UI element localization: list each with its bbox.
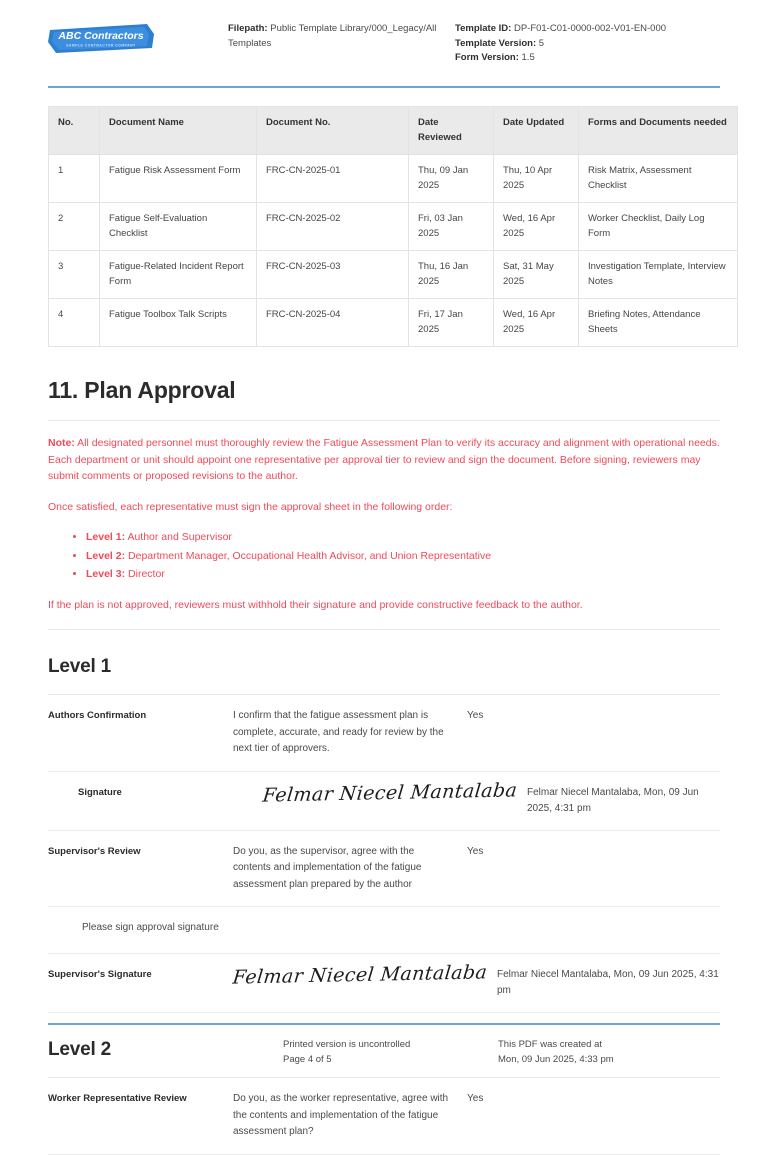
- template-version-label: Template Version:: [455, 37, 537, 49]
- cell-name: Fatigue Self-Evaluation Checklist: [100, 203, 257, 251]
- note-paragraph-3: If the plan is not approved, reviewers must withhold their signature and provide constructive feedback to the author.: [48, 598, 583, 611]
- template-id-row: [455, 22, 695, 37]
- supervisors-review-question: Do you, as the supervisor, agree with the contents and implementation of the fatigue assessment plan prepared by the author: [233, 845, 422, 890]
- level-1-label: Level 1:: [86, 531, 126, 543]
- cell-no: 3: [49, 251, 100, 299]
- page-title: 11. Plan Approval: [48, 377, 236, 403]
- row-divider: [48, 1012, 720, 1013]
- cell-name: Fatigue Toolbox Talk Scripts: [100, 299, 257, 347]
- template-version-value: 5: [538, 37, 545, 49]
- cell-name: Fatigue-Related Incident Report Form: [100, 251, 257, 299]
- cell-no: 1: [49, 155, 100, 203]
- form-version-value: 1.5: [521, 52, 535, 63]
- note-paragraph-1-text: All designated personnel must thoroughly review the Fatigue Assessment Plan to verify its accuracy and alignment with operational needs. Each department or unit should appoint one representative per approval tier to review and sign the document. Before signing, reviewers may submit comments or proposed revisions to the author.: [48, 437, 720, 482]
- document-footer: [48, 1023, 720, 1067]
- footer-page-number: Page 4 of 5: [283, 1054, 332, 1065]
- abc-contractors-logo: [48, 22, 156, 55]
- cell-date-reviewed: Thu, 16 Jan 2025: [409, 251, 494, 299]
- cell-doc-no: FRC-CN-2025-03: [257, 251, 409, 299]
- template-version-row: [455, 37, 695, 52]
- author-signature-meta: Felmar Niecel Mantalaba, Mon, 09 Jun 2025, 4:31 pm: [526, 786, 699, 814]
- table-row: [49, 251, 738, 299]
- row-divider: [48, 1154, 720, 1155]
- table-body: [49, 155, 738, 347]
- footer-columns: [48, 1025, 720, 1067]
- supervisors-review-label: Supervisor's Review: [48, 845, 141, 857]
- cell-date-updated: Wed, 16 Apr 2025: [494, 299, 579, 347]
- column-header-date-reviewed: Date Reviewed: [409, 107, 494, 155]
- header-template-meta: [443, 18, 695, 66]
- cell-date-updated: Thu, 10 Apr 2025: [494, 155, 579, 203]
- signature-script-text: Felmar Niecel Mantalaba: [261, 778, 519, 807]
- cell-date-reviewed: Fri, 03 Jan 2025: [409, 203, 494, 251]
- column-header-name: Document Name: [100, 107, 257, 155]
- header-filepath: [228, 18, 443, 51]
- please-sign-label: Please sign approval signature: [82, 922, 219, 933]
- header-divider: [48, 86, 720, 88]
- table-header-row: [49, 107, 738, 155]
- cell-date-updated: Sat, 31 May 2025: [494, 251, 579, 299]
- column-header-forms: Forms and Documents needed: [579, 107, 738, 155]
- author-signature-image: [261, 778, 527, 807]
- note-block-divider: [48, 629, 720, 630]
- filepath-value: Public Template Library/000_Legacy/All Templates: [228, 23, 437, 49]
- table-row: [49, 155, 738, 203]
- worker-representative-review-row: [48, 1078, 720, 1154]
- cell-date-updated: Wed, 16 Apr 2025: [494, 203, 579, 251]
- footer-pdf-timestamp: Mon, 09 Jun 2025, 4:33 pm: [498, 1054, 614, 1065]
- level-1-heading: Level 1: [48, 656, 112, 677]
- level-2-heading: Level 2: [48, 1039, 112, 1060]
- level-1-text: Author and Supervisor: [125, 531, 232, 543]
- related-documents-table: [48, 106, 738, 347]
- cell-doc-no: FRC-CN-2025-01: [257, 155, 409, 203]
- approval-note-block: [48, 435, 720, 613]
- level-2-label: Level 2:: [86, 549, 126, 562]
- logo-banner-icon: [48, 22, 156, 55]
- signature-script-text: Felmar Niecel Mantalaba: [231, 961, 489, 989]
- cell-doc-no: FRC-CN-2025-04: [257, 299, 409, 347]
- signature-label: Signature: [78, 786, 122, 798]
- supervisors-review-row: [48, 831, 720, 907]
- level-3-text: Director: [125, 568, 165, 580]
- column-header-date-updated: Date Updated: [494, 107, 579, 155]
- note-paragraph-1: [48, 435, 720, 485]
- cell-no: 2: [49, 203, 100, 251]
- supervisor-signature-image: [231, 961, 497, 989]
- column-header-no: No.: [49, 107, 100, 155]
- worker-representative-review-answer: Yes: [467, 1093, 484, 1104]
- cell-forms: Risk Matrix, Assessment Checklist: [579, 155, 738, 203]
- authors-confirmation-question: I confirm that the fatigue assessment plan is complete, accurate, and ready for review by the next tier of approvers.: [233, 710, 444, 754]
- logo-container: [48, 18, 228, 55]
- cell-date-reviewed: Fri, 17 Jan 2025: [409, 299, 494, 347]
- level-2-text: Department Manager, Occupational Health Advisor, and Union Representative: [125, 549, 492, 562]
- supervisor-signature-row: [48, 954, 720, 1012]
- section-title-divider: [48, 420, 720, 421]
- supervisors-review-answer: Yes: [467, 845, 484, 857]
- table-header: [49, 107, 738, 155]
- cell-name: Fatigue Risk Assessment Form: [100, 155, 257, 203]
- supervisor-signature-meta: Felmar Niecel Mantalaba, Mon, 09 Jun 2025, 4:31 pm: [496, 969, 719, 996]
- cell-doc-no: FRC-CN-2025-02: [257, 203, 409, 251]
- worker-representative-review-label: Worker Representative Review: [48, 1093, 187, 1104]
- note-label: Note:: [48, 437, 75, 449]
- form-version-row: [455, 51, 695, 66]
- list-item: [86, 529, 720, 546]
- column-header-doc-no: Document No.: [257, 107, 409, 155]
- note-paragraph-2: Once satisfied, each representative must sign the approval sheet in the following order:: [48, 500, 453, 513]
- cell-forms: Worker Checklist, Daily Log Form: [579, 203, 738, 251]
- footer-printed-info: [283, 1037, 498, 1067]
- authors-confirmation-label: Authors Confirmation: [48, 710, 147, 721]
- footer-spacer: [48, 1037, 283, 1067]
- footer-pdf-line-1: This PDF was created at: [498, 1039, 603, 1050]
- document-header: [48, 0, 720, 74]
- template-id-label: Template ID:: [455, 23, 512, 34]
- approval-order-list: [48, 529, 720, 583]
- table-row: [49, 299, 738, 347]
- footer-printed-line-1: Printed version is uncontrolled: [283, 1039, 411, 1050]
- authors-confirmation-answer: Yes: [467, 710, 484, 721]
- list-item: [86, 548, 720, 565]
- cell-forms: Investigation Template, Interview Notes: [579, 251, 738, 299]
- footer-pdf-info: [498, 1037, 720, 1067]
- svg-text:ABC Contractors: ABC Contractors: [58, 30, 144, 42]
- level-1-section: [48, 656, 720, 1013]
- authors-confirmation-row: [48, 695, 720, 771]
- worker-representative-review-question: Do you, as the worker representative, agree with the contents and implementation of the fatigue assessment plan?: [233, 1093, 449, 1137]
- template-id-value: DP-F01-C01-0000-002-V01-EN-000: [513, 23, 667, 34]
- author-signature-row: [48, 772, 720, 830]
- supervisor-signature-label: Supervisor's Signature: [48, 969, 152, 980]
- list-item: [86, 566, 720, 583]
- level-3-label: Level 3:: [86, 568, 126, 580]
- cell-date-reviewed: Thu, 09 Jan 2025: [409, 155, 494, 203]
- form-version-label: Form Version:: [455, 52, 519, 63]
- svg-text:SAMPLE CONTRACTOR COMPANY: SAMPLE CONTRACTOR COMPANY: [66, 43, 136, 48]
- cell-no: 4: [49, 299, 100, 347]
- filepath-label: Filepath:: [228, 23, 268, 34]
- cell-forms: Briefing Notes, Attendance Sheets: [579, 299, 738, 347]
- table-row: [49, 203, 738, 251]
- please-sign-row: [48, 907, 720, 953]
